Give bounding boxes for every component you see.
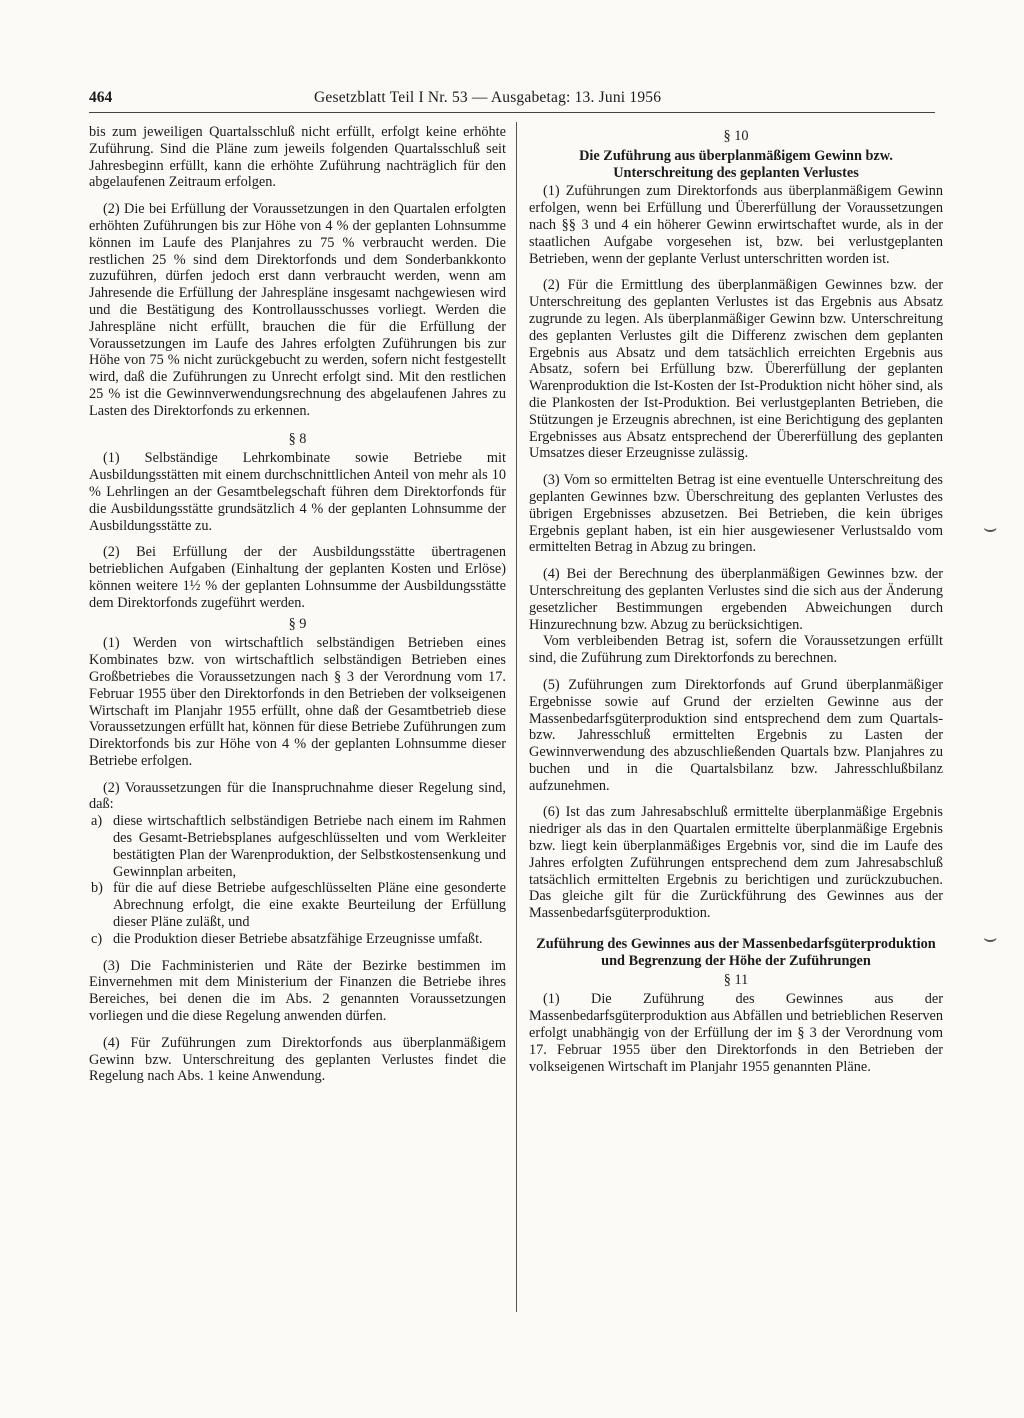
paragraph-9-1: (1) Werden von wirtschaftlich selbständigen Betrieben eines Kombinates bzw. von wirtschaftlich selbständigen Betrieben eines Großbetriebes die Voraussetzungen nach § 3 der Verordnung vom 17. Februar 1955 über den Direktorfonds in den Betrieben der volkseigenen Wirtschaft im Planjahr 1955 erfüllt, ohne daß der Gesamtbetrieb diese Voraussetzungen erfüllt hat, können für diese Betriebe Zuführungen zum Direktorfonds bis zur Höhe von 4 % der geplanten Lohnsumme dieser Betriebe erfolgen. bbox=[89, 635, 506, 769]
section-10-number: § 10 bbox=[723, 128, 749, 144]
paragraph-10-4b: Vom verbleibenden Betrag ist, sofern die Voraussetzungen erfüllt sind, die Zuführung zum Direktorfonds zu berechnen. bbox=[529, 633, 943, 667]
column-divider bbox=[516, 122, 517, 1312]
list-label: a) bbox=[91, 813, 103, 830]
page-number: 464 bbox=[89, 89, 113, 106]
paragraph-10-6: (6) Ist das zum Jahresabschluß ermittelte überplanmäßige Ergebnis niedriger als das in den Quartalen ermittelte überplanmäßige Ergebnis bzw. liegt kein überplanmäßiges Ergebnis vor, sind die im Laufe des Jahres erfolgten Zuführungen entsprechend dem zum Jahresabschluß tatsächlich ermittelten Ergebnis zu berichtigen und zurückzubuchen. Das gleiche gilt für die Zurückführung des Gewinnes aus der Massenbedarfsgüterproduktion. bbox=[529, 804, 943, 922]
list-item-a bbox=[89, 813, 506, 880]
list-label: b) bbox=[91, 880, 103, 897]
scan-margin-mark: ⌣ bbox=[983, 515, 998, 540]
paragraph-11-1: (1) Die Zuführung des Gewinnes aus der Massenbedarfsgüterproduktion aus Abfällen und betrieblichen Reserven erfolgt unabhängig von der Erfüllung der im § 3 der Verordnung vom 17. Februar 1955 über den Direktorfonds in den Betrieben der volkseigenen Wirtschaft im Planjahr 1955 genannten Pläne. bbox=[529, 991, 943, 1075]
header-rule bbox=[89, 112, 935, 113]
paragraph-10-2: (2) Für die Ermittlung des überplanmäßigen Gewinnes bzw. der Unterschreitung des geplanten Verlustes ist das Ergebnis aus Absatz zugrunde zu legen. Als überplanmäßiger Gewinn bzw. Unterschreitung des geplanten Verlustes gilt die Differenz zwischen dem geplanten Ergebnis aus Absatz und dem tatsächlich erreichten Ergebnis aus Absatz, sofern bei Erfüllung bzw. Übererfüllung der geplanten Warenproduktion die Ist-Kosten der Ist-Produktion nicht höher sind, als die Plankosten der Ist-Produktion. Bei verlustgeplanten Betrieben, die Stützungen je Erzeugnis abrechnen, ist eine Berichtigung des geplanten Ergebnisses aus Absatz entsprechend der Übererfüllung des geplanten Umsatzes dieser Erzeugnisse zulässig. bbox=[529, 277, 943, 462]
paragraph-10-4: (4) Bei der Berechnung des überplanmäßigen Gewinnes bzw. der Unterschreitung des geplanten Verlustes sind die sich aus der Änderung gesetzlicher Bestimmungen ergebenden Abweichungen durch Hinzurechnung bzw. Abzug zu berücksichtigen. bbox=[529, 566, 943, 633]
paragraph-10-5: (5) Zuführungen zum Direktorfonds auf Grund überplanmäßiger Ergebnisse sowie auf Grund der erzielten Gewinne aus der Massenbedarfsgüterproduktion sind entsprechend dem zum Quartals- bzw. Jahresschluß ermittelten Ergebnis zu Lasten der Gewinnverwendung des abzuschließenden Quartals bzw. Planjahres zu buchen und in die Quartalsbilanz bzw. Jahresschlußbilanz aufzunehmen. bbox=[529, 676, 943, 794]
list-item-c bbox=[89, 931, 506, 948]
paragraph-10-3: (3) Vom so ermittelten Betrag ist eine eventuelle Unterschreitung des geplanten Gewinnes bzw. Überschreitung des geplanten Verlustes des übrigen Ergebnisses abzusetzen. Bei Betrieben, die kein übriges Ergebnis geplant haben, ist ein hier ausgewiesener Verlustsaldo vom ermittelten Betrag in Abzug zu bringen. bbox=[529, 472, 943, 556]
section-10-heading: Die Zuführung aus überplanmäßigem Gewinn bzw. Unterschreitung des geplanten Verlustes bbox=[579, 147, 893, 181]
paragraph-7-2: (2) Die bei Erfüllung der Voraussetzungen in den Quartalen erfolgten erhöhten Zuführungen bis zur Höhe von 4 % der geplanten Lohnsumme können im Laufe des Planjahres zu 75 % verbraucht werden. Die restlichen 25 % sind dem Direktorfonds und dem Sonderbankkonto zuzuführen, dürfen jedoch erst dann verbraucht werden, wenn am Jahresende die Erfüllung der Jahrespläne insgesamt nachgewiesen wird und die Bestätigung des Kontrollausschusses vorliegt. Werden die Jahrespläne nicht erfüllt, brauchen die für die Erfüllung der Voraussetzungen im Laufe des Jahres erfolgten Zuführungen bis zur Höhe von 75 % nicht zurückgebucht zu werden, sofern nicht festgestellt wird, daß die Zuführungen zu Unrecht erfolgt sind. Mit den restlichen 25 % ist die Gewinnverwendungsrechnung des abgelaufenen Jahres zu Lasten des Direktorfonds zu erkennen. bbox=[89, 201, 506, 419]
scan-margin-mark: ⌣ bbox=[983, 925, 998, 950]
section-8-number: § 8 bbox=[288, 430, 307, 447]
running-title: Gesetzblatt Teil I Nr. 53 — Ausgabetag: 13. Juni 1956 bbox=[314, 89, 662, 106]
list-text: diese wirtschaftlich selbständigen Betriebe nach einem im Rahmen des Gesamt-Betriebsplanes aufgeschlüsselten und vom Werkleiter bestätigten Plan der Warenproduktion, der Selbstkostensenkung und Gewinnplan arbeiten, bbox=[113, 813, 506, 880]
page-header bbox=[89, 89, 935, 111]
section-9-number: § 9 bbox=[288, 615, 307, 632]
paragraph-10-1: (1) Zuführungen zum Direktorfonds aus überplanmäßigem Gewinn erfolgen, wenn bei Erfüllung und Übererfüllung der Voraussetzungen nach §§ 3 und 4 ein höherer Gewinn erwirtschaftet wurde, als in der staatlichen Aufgabe vorgesehen ist, bzw. bei verlustgeplanten Betrieben, wenn der geplante Verlust unterschritten worden ist. bbox=[529, 183, 943, 267]
left-column bbox=[89, 124, 506, 1085]
right-column bbox=[529, 124, 943, 1075]
paragraph-continuation: bis zum jeweiligen Quartalsschluß nicht erfüllt, erfolgt keine erhöhte Zuführung. Sind die Pläne zum jeweils folgenden Quartalsschluß seit Jahresbeginn erfüllt, kann die erhöhte Zuführung nachträglich für den abgelaufenen Zeitraum erfolgen. bbox=[89, 124, 506, 191]
list-item-b bbox=[89, 880, 506, 930]
list-text: die Produktion dieser Betriebe absatzfähige Erzeugnisse umfaßt. bbox=[113, 930, 483, 947]
list-text: für die auf diese Betriebe aufgeschlüsselten Pläne eine gesonderte Abrechnung erfolgt, die eine exakte Beurteilung der Erfüllung dieser Pläne zuläßt, und bbox=[113, 880, 506, 931]
paragraph-8-1: (1) Selbständige Lehrkombinate sowie Betriebe mit Ausbildungsstätten mit einem durchschnittlichen Anteil von mehr als 10 % Lehrlingen an der Gesamtbelegschaft führen dem Direktorfonds für die Ausbildungsstätte grundsätzlich 4 % der geplanten Lohnsumme der Ausbildungsstätte zu. bbox=[89, 450, 506, 534]
list-label: c) bbox=[91, 930, 103, 947]
paragraph-9-3: (3) Die Fachministerien und Räte der Bezirke bestimmen im Einvernehmen mit dem Ministerium der Finanzen die Betriebe ihres Bereiches, bei denen die im Abs. 2 genannten Voraussetzungen vorliegen und die diese Regelung anwenden dürfen. bbox=[89, 957, 506, 1025]
paragraph-8-2: (2) Bei Erfüllung der der Ausbildungsstätte übertragenen betrieblichen Aufgaben (Einhaltung der geplanten Kosten und Erlöse) können weitere 1½ % der geplanten Lohnsumme der Ausbildungsstätte dem Direktorfonds zugeführt werden. bbox=[89, 544, 506, 611]
section-11-heading: Zuführung des Gewinnes aus der Massenbedarfsgüterproduktion und Begrenzung der Höhe der Zuführungen bbox=[536, 936, 936, 969]
paragraph-9-4: (4) Für Zuführungen zum Direktorfonds aus überplanmäßigem Gewinn bzw. Unterschreitung des geplanten Verlustes findet die Regelung nach Abs. 1 keine Anwendung. bbox=[89, 1034, 506, 1085]
section-11-number: § 11 bbox=[723, 971, 749, 988]
paragraph-9-2: (2) Voraussetzungen für die Inanspruchnahme dieser Regelung sind, daß: bbox=[89, 779, 506, 813]
